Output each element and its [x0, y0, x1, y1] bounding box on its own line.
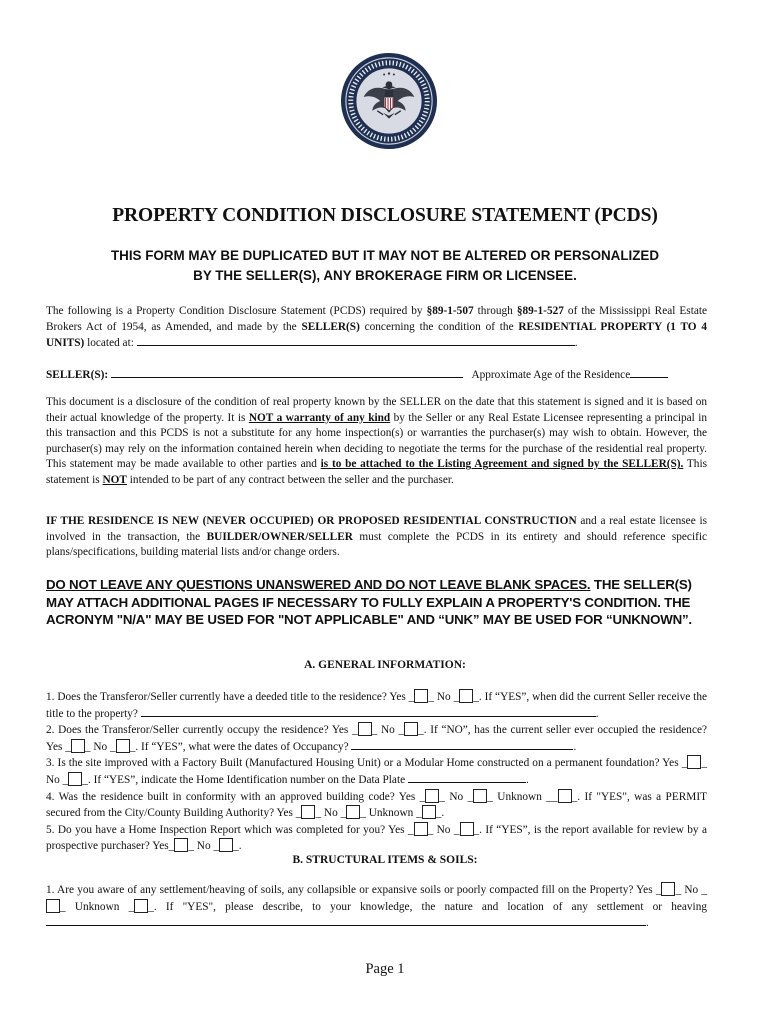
section-b-questions: [46, 882, 707, 932]
section-b-heading: B. STRUCTURAL ITEMS & SOILS:: [292, 854, 478, 866]
question-a1: 1. Does the Transferor/Seller currently have a deeded title to the residence? Yes _ _ No _ _. If “YES”, when did the current Seller receive the title to the property? .: [46, 691, 707, 720]
new-residence-paragraph: IF THE RESIDENCE IS NEW (NEVER OCCUPIED) OR PROPOSED RESIDENTIAL CONSTRUCTION and a real estate licensee is involved in the transaction, the BUILDER/OWNER/SELLER must complete the PCDS in its entirety and should reference specific plans/specifications, building material lists and/or change orders.: [46, 515, 707, 559]
question-a4: 4. Was the residence built in conformity with an approved building code? Yes _ _ No _ _ Unknown __ _. If "YES", was a PERMIT secured from the City/County Building Authority? Yes _ _ No _ _ Unknown _ _.: [46, 790, 707, 820]
a5-available-no-checkbox[interactable]: [219, 838, 233, 852]
a4-permit-unknown-checkbox[interactable]: [422, 805, 436, 819]
a4-permit-no-checkbox[interactable]: [346, 805, 360, 819]
residence-age-field[interactable]: [630, 367, 668, 378]
a3-home-id-field[interactable]: [408, 772, 526, 783]
a3-yes-checkbox[interactable]: [687, 755, 701, 769]
page-number: Page 1: [365, 961, 405, 977]
question-a3: 3. Is the site improved with a Factory Built (Manufactured Housing Unit) or a Modular Home constructed on a permanent foundation? Yes _ _ No _ _. If “YES”, indicate the Home Identification number on the Data Plate .: [46, 757, 707, 786]
a2-ever-no-checkbox[interactable]: [116, 739, 130, 753]
b1-description-field[interactable]: [46, 915, 646, 926]
question-a2: 2. Does the Transferor/Seller currently occupy the residence? Yes _ _ No _ _. If “NO”, has the current seller ever occupied the residence? Yes _ _ No _ _. If “YES”, what were the dates of Occupancy? .: [46, 724, 707, 753]
section-a-heading: A. GENERAL INFORMATION:: [304, 659, 466, 671]
a3-no-checkbox[interactable]: [68, 772, 82, 786]
a2-no-checkbox[interactable]: [404, 722, 418, 736]
a1-no-checkbox[interactable]: [459, 689, 473, 703]
b1-yes-checkbox[interactable]: [661, 882, 675, 896]
warning-line-2: BY THE SELLER(S), ANY BROKERAGE FIRM OR LICENSEE.: [193, 268, 577, 283]
disclosure-paragraph: This document is a disclosure of the condition of real property known by the SELLER on the date that this statement is signed and it is based on their actual knowledge of the property. It is NOT a warranty of any kind by the Seller or any Real Estate Licensee representing a principal in this transaction and this PCDS is not a substitute for any home inspection(s) or warranties the purchaser(s) may wish to obtain. However, the purchaser(s) may rely on the information contained herein when deciding to negotiate the terms for the purchase of the residential real property. This statement may be made available to other parties and is to be attached to the Listing Agreement and signed by the SELLER(S). This statement is NOT intended to be part of any contract between the seller and the purchaser.: [46, 396, 708, 486]
a2-yes-checkbox[interactable]: [358, 722, 372, 736]
do-not-leave-blank-notice: DO NOT LEAVE ANY QUESTIONS UNANSWERED AND DO NOT LEAVE BLANK SPACES. THE SELLER(S) MAY ATTACH ADDITIONAL PAGES IF NECESSARY TO FULLY EXPLAIN A PROPERTY'S CONDITION. THE ACRONYM "N/A" MAY BE USED FOR "NOT APPLICABLE" AND “UNK” MAY BE USED FOR “UNKNOWN”.: [46, 577, 692, 628]
a1-yes-checkbox[interactable]: [414, 689, 428, 703]
section-a-questions: [46, 689, 707, 855]
state-seal-emblem: [340, 52, 438, 150]
a5-yes-checkbox[interactable]: [414, 822, 428, 836]
property-address-field[interactable]: [137, 335, 575, 346]
age-label: Approximate Age of the Residence: [471, 369, 631, 381]
question-a5: 5. Do you have a Home Inspection Report which was completed for you? Yes _ _ No _ _. If “YES”, is the report available for review by a prospective purchaser? Yes_ _ No _ _.: [46, 823, 707, 853]
seller-label: SELLER(S):: [46, 369, 109, 381]
a4-unknown-checkbox[interactable]: [558, 789, 572, 803]
a2-occupancy-dates-field[interactable]: [351, 739, 573, 750]
a1-title-date-field[interactable]: [141, 706, 596, 717]
a5-available-yes-checkbox[interactable]: [174, 838, 188, 852]
a2-ever-yes-checkbox[interactable]: [71, 739, 85, 753]
seller-name-field[interactable]: [111, 367, 463, 378]
seller-line: [46, 367, 707, 384]
document-title: PROPERTY CONDITION DISCLOSURE STATEMENT (PCDS): [112, 205, 658, 226]
duplication-warning: [40, 246, 730, 286]
a4-yes-checkbox[interactable]: [425, 789, 439, 803]
a4-permit-yes-checkbox[interactable]: [301, 805, 315, 819]
a5-no-checkbox[interactable]: [460, 822, 474, 836]
b1-unknown-checkbox[interactable]: [134, 899, 148, 913]
warning-line-1: THIS FORM MAY BE DUPLICATED BUT IT MAY NOT BE ALTERED OR PERSONALIZED: [110, 248, 660, 263]
a4-no-checkbox[interactable]: [473, 789, 487, 803]
question-b1: 1. Are you aware of any settlement/heaving of soils, any collapsible or expansive soils or poorly compacted fill on the Property? Yes _ _ No __ Unknown _ _. If "YES", please describe, to your knowledge, the nature and location of any settlement or heaving .: [46, 884, 707, 930]
b1-no-checkbox[interactable]: [46, 899, 60, 913]
intro-paragraph: The following is a Property Condition Disclosure Statement (PCDS) required by §89-1-507 through §89-1-527 of the Mississippi Real Estate Brokers Act of 1954, as Amended, and made by the SELLER(S) concerning the condition of the RESIDENTIAL PROPERTY (1 TO 4 UNITS) located at: .: [46, 305, 707, 350]
